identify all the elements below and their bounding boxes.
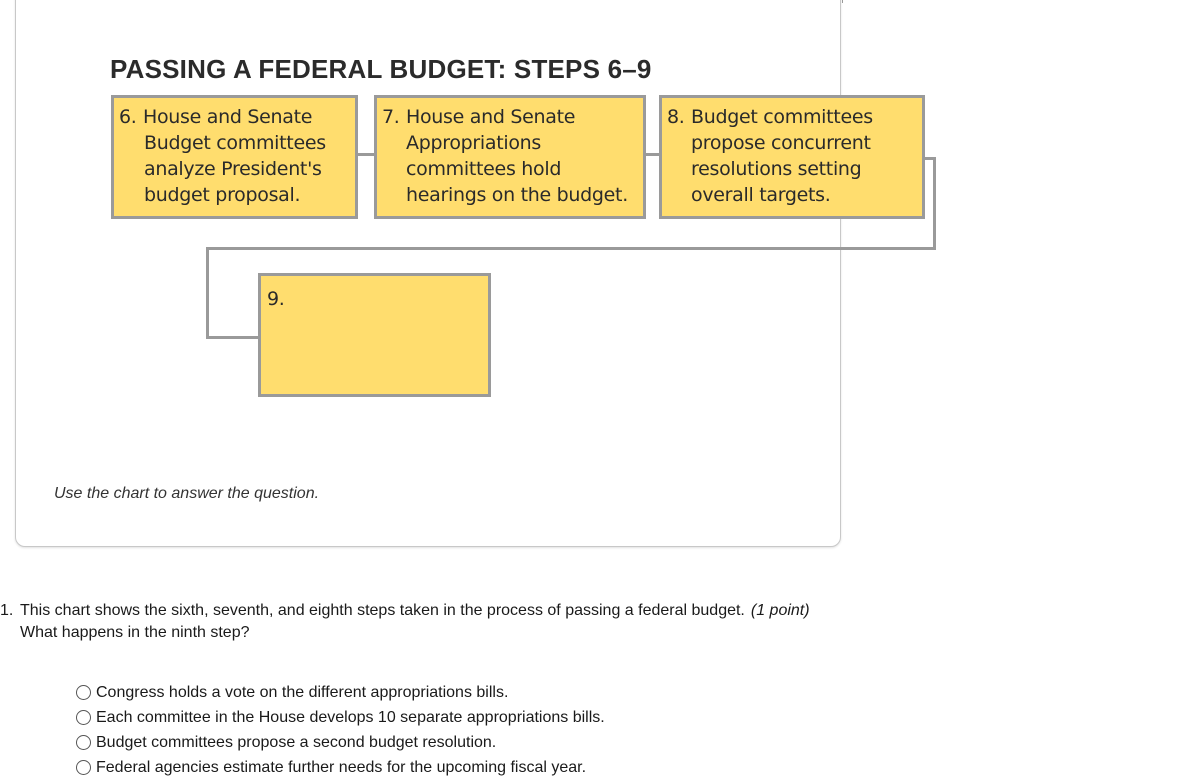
connector-across (206, 247, 936, 250)
figure-caption: Use the chart to answer the question. (54, 485, 320, 502)
radio-button-c[interactable] (76, 735, 91, 750)
question-points: (1 point) (750, 602, 810, 619)
question-number: 1. (0, 602, 14, 619)
step-9-number: 9. (267, 288, 285, 310)
answer-option-a[interactable] (76, 680, 605, 705)
question-subtext: What happens in the ninth step? (20, 624, 250, 641)
connector-right-down (933, 157, 936, 250)
radio-button-a[interactable] (76, 685, 91, 700)
connector-left-down (206, 247, 209, 339)
question-text-line (20, 600, 810, 622)
connector-to-9 (206, 336, 260, 339)
answer-option-b-label: Each committee in the House develops 10 separate appropriations bills. (96, 708, 605, 726)
answer-options (76, 680, 605, 780)
step-6-number: 6. (119, 106, 137, 128)
step-7-box (374, 95, 646, 219)
step-6-box (111, 95, 358, 219)
question-text: This chart shows the sixth, seventh, and eighth steps taken in the process of passing a federal budget. (20, 602, 745, 619)
answer-option-d[interactable] (76, 755, 605, 780)
step-9-box (258, 273, 491, 397)
step-8-text: Budget committees propose concurrent resolutions setting overall targets. (691, 106, 873, 206)
answer-option-d-label: Federal agencies estimate further needs for the upcoming fiscal year. (96, 758, 587, 776)
radio-button-b[interactable] (76, 710, 91, 725)
radio-button-d[interactable] (76, 760, 91, 775)
connector-6-7 (357, 153, 375, 156)
step-7-text: House and Senate Appropriations committees hold hearings on the budget. (406, 106, 628, 206)
budget-steps-figure (0, 0, 960, 470)
answer-option-c[interactable] (76, 730, 605, 755)
step-6-text: House and Senate Budget committees analyze President's budget proposal. (143, 106, 326, 206)
figure-title: PASSING A FEDERAL BUDGET: STEPS 6–9 (110, 54, 652, 84)
connector-7-8 (645, 153, 660, 156)
answer-option-b[interactable] (76, 705, 605, 730)
step-7-number: 7. (382, 106, 400, 128)
step-8-number: 8. (667, 106, 685, 128)
step-8-box (659, 95, 925, 219)
answer-option-a-label: Congress holds a vote on the different appropriations bills. (96, 683, 509, 701)
answer-option-c-label: Budget committees propose a second budget resolution. (96, 733, 497, 751)
